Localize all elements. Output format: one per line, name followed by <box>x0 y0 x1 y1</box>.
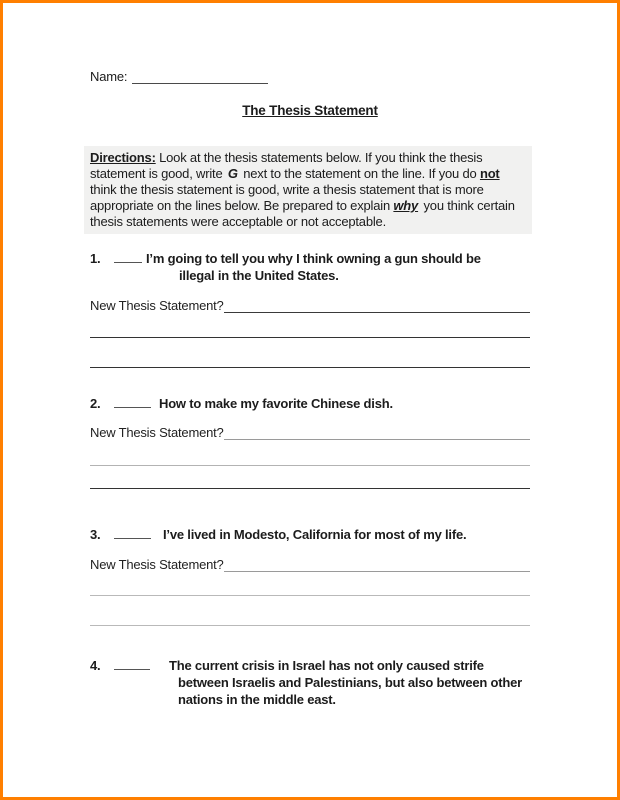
directions-text: next to the statement on the line. If you do <box>239 166 480 181</box>
directions-label: Directions: <box>90 150 156 165</box>
name-input-line[interactable] <box>132 69 268 84</box>
question-item-2 <box>90 395 530 489</box>
new-thesis-label: New Thesis Statement? <box>90 298 224 313</box>
why-emphasis: why <box>393 198 419 213</box>
new-thesis-input-line[interactable] <box>224 299 530 313</box>
directions-box <box>84 146 532 234</box>
statement-line: illegal in the United States. <box>179 268 339 283</box>
new-thesis-row <box>90 424 530 440</box>
thesis-statement-text <box>159 395 393 412</box>
new-thesis-label: New Thesis Statement? <box>90 557 224 572</box>
writing-line[interactable] <box>90 465 530 466</box>
directions-text: appropriate on the lines below. Be prepared to explain <box>90 198 394 213</box>
statement-line: The current crisis in Israel has not only caused strife <box>169 658 484 673</box>
new-thesis-row <box>90 556 530 572</box>
question-item-3 <box>90 526 530 626</box>
new-thesis-label: New Thesis Statement? <box>90 425 224 440</box>
item-number: 4. <box>90 658 101 673</box>
directions-line <box>90 150 527 166</box>
directions-text: statement is good, write <box>90 166 226 181</box>
writing-line[interactable] <box>90 337 530 338</box>
directions-text: you think certain <box>420 198 515 213</box>
new-thesis-input-line[interactable] <box>224 426 530 440</box>
statement-line: between Israelis and Palestinians, but also between other <box>178 675 523 690</box>
directions-line: think the thesis statement is good, write a thesis statement that is more <box>90 182 484 197</box>
statement-line: I’ve lived in Modesto, California for most of my life. <box>163 527 467 542</box>
writing-line[interactable] <box>90 625 530 626</box>
page-title: The Thesis Statement <box>242 103 378 118</box>
thesis-statement-text <box>163 526 466 543</box>
not-emphasis: not <box>479 166 500 181</box>
question-item-1 <box>90 250 530 368</box>
thesis-statement-text <box>169 657 522 708</box>
letter-g-emphasis: G <box>227 166 238 181</box>
item-number: 3. <box>90 527 101 542</box>
directions-text: Look at the thesis statements below. If you think the thesis <box>155 150 483 165</box>
directions-line <box>90 198 527 214</box>
answer-blank-line[interactable] <box>114 526 151 539</box>
statement-line: I’m going to tell you why I think owning a gun should be <box>146 251 481 266</box>
item-number: 1. <box>90 251 101 266</box>
question-item-4 <box>90 657 530 708</box>
new-thesis-row <box>90 297 530 313</box>
thesis-statement-text <box>146 250 481 284</box>
answer-blank-line[interactable] <box>114 250 142 263</box>
writing-line[interactable] <box>90 367 530 368</box>
name-row <box>90 67 530 84</box>
item-number: 2. <box>90 396 101 411</box>
answer-blank-line[interactable] <box>114 395 151 408</box>
name-label: Name: <box>90 69 128 84</box>
writing-line[interactable] <box>90 488 530 489</box>
statement-line: nations in the middle east. <box>178 692 336 707</box>
answer-blank-line[interactable] <box>114 657 150 670</box>
writing-line[interactable] <box>90 595 530 596</box>
directions-line: thesis statements were acceptable or not acceptable. <box>90 214 386 229</box>
directions-line <box>90 166 527 182</box>
statement-line: How to make my favorite Chinese dish. <box>159 396 393 411</box>
new-thesis-input-line[interactable] <box>224 558 530 572</box>
